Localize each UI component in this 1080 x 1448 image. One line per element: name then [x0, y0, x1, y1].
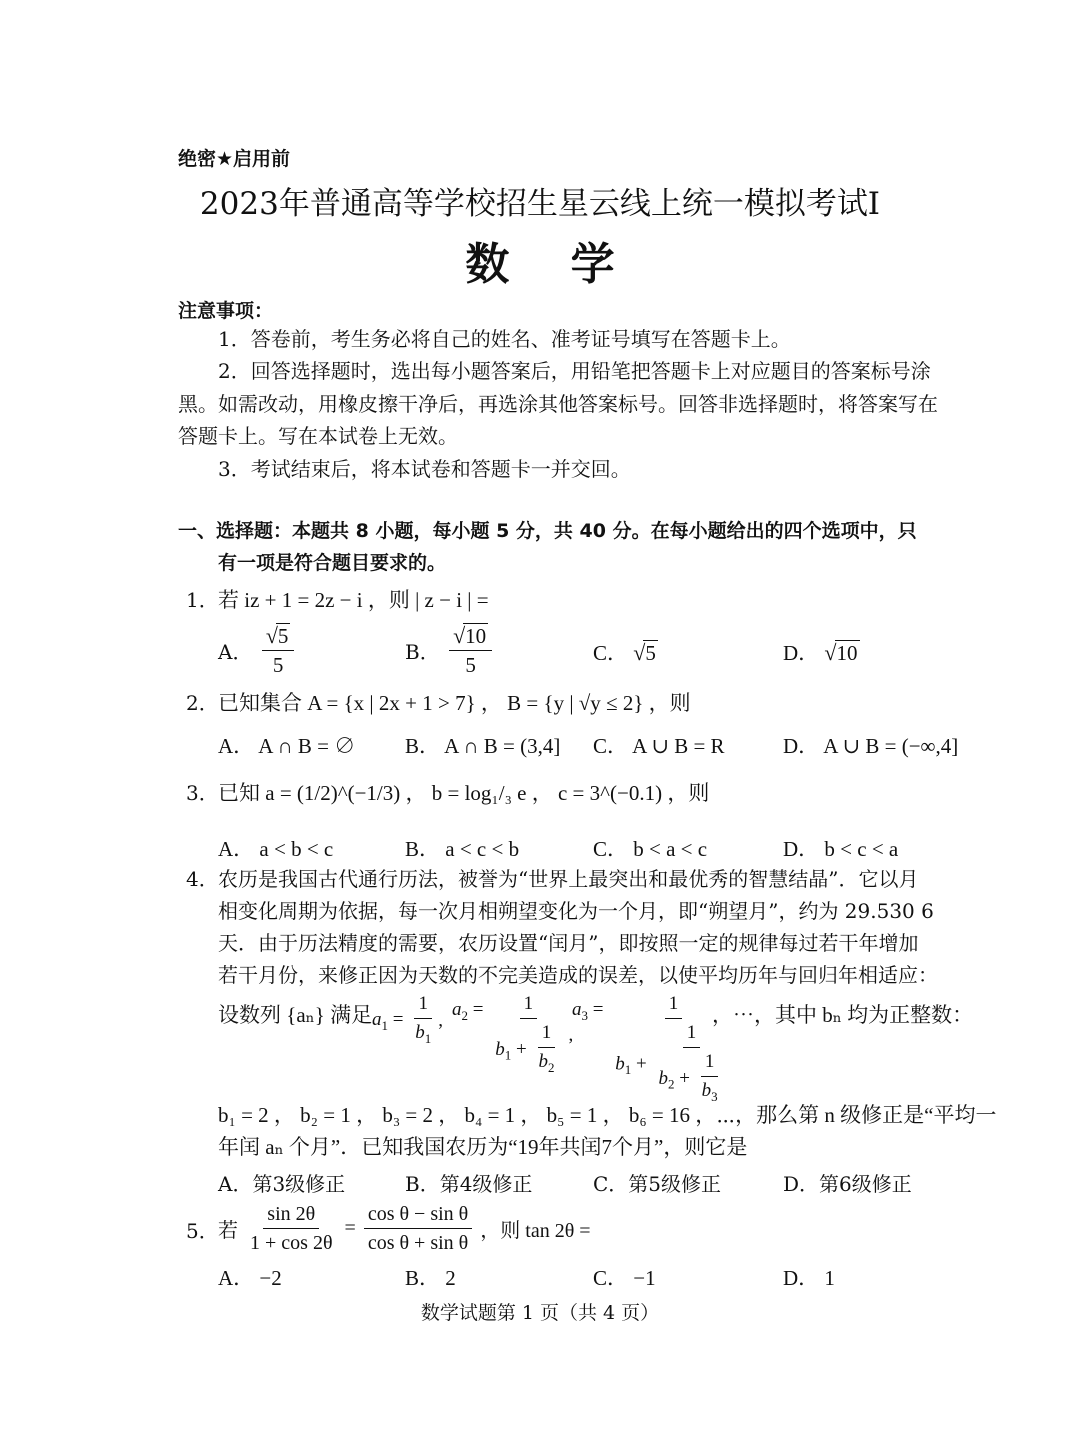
section-1-heading-line1: 一、选择题：本题共 8 小题，每小题 5 分，共 40 分。在每小题给出的四个选项中，只 — [178, 520, 917, 542]
q4-option-b: B．第4级修正 — [405, 1172, 533, 1196]
q1-option-b-fraction: $\frac{√10}{5}$ — [449, 622, 492, 679]
q4-line7: 年闰 aₙ 个月”．已知我国农历为“19年共闰7个月”，则它是 — [218, 1135, 748, 1159]
q1-b-radicand: 10 — [465, 624, 487, 648]
q3-option-c: C． b < a < c — [593, 837, 708, 861]
q1-option-c: C． √5 — [593, 640, 656, 665]
q2-option-d: D． A ∪ B = (−∞,4] — [783, 734, 959, 758]
q3-number: 3． — [186, 781, 219, 805]
q1-option-b-label: B． — [405, 640, 440, 664]
notice-item-2-line1: 2．回答选择题时，选出每小题答案后，用铅笔把答题卡上对应题目的答案标号涂 — [218, 359, 931, 383]
q2-stem: 已知集合 A = {x | 2x + 1 > 7} ， B = {y | √y ≤ 2} ，则 — [218, 691, 691, 715]
q4-line2: 相变化周期为依据，每一次月相朔望变化为一个月，即“朔望月”，约为 29.530 6 — [218, 899, 934, 923]
q1-option-c-label: C． — [593, 641, 629, 665]
subject-title: 数 学 — [465, 239, 615, 290]
q2-option-a: A． A ∩ B = ∅ — [218, 734, 356, 758]
notice-title: 注意事项： — [178, 300, 274, 322]
q5-option-a: A． −2 — [218, 1266, 282, 1290]
q4-a2-definition: $a_2$ = 1 $b_1$ + $\frac{1}{b_2}$ , — [452, 990, 573, 1082]
q5-stem: 若 $\frac{\sin 2\theta}{1 + \cos 2\theta}$ = $\frac{\text{cos θ − sin θ}}{\text{cos θ + sin θ}}$ ，则 tan 2θ = — [218, 1200, 591, 1257]
q1-option-b — [405, 622, 495, 679]
section-1-heading-line2: 有一项是符合题目要求的。 — [218, 552, 447, 574]
q1-d-radicand: 10 — [836, 641, 858, 665]
q4-option-d: D．第6级修正 — [783, 1172, 912, 1196]
q3-option-d: D． b < c < a — [783, 837, 899, 861]
q5-stem-post: ，则 tan 2θ = — [480, 1220, 591, 1242]
notice-item-2-line3: 答题卡上。写在本试卷上无效。 — [178, 424, 458, 448]
q4-line5-pre: 设数列 {aₙ} 满足 — [218, 1003, 373, 1027]
q5-rhs-denominator: cos θ + sin θ — [367, 1232, 469, 1254]
q5-option-d: D． 1 — [783, 1266, 835, 1290]
q2-number: 2． — [186, 691, 219, 715]
q1-c-radicand: 5 — [645, 641, 656, 665]
q4-line5-post: ，⋯，其中 bₙ 均为正整数： — [712, 1003, 974, 1027]
q5-option-c: C． −1 — [593, 1266, 656, 1290]
q4-line3: 天．由于历法精度的需要，农历设置“闰月”，即按照一定的规律每过若干年增加 — [218, 931, 919, 955]
q5-stem-pre: 若 — [218, 1220, 238, 1242]
q5-rhs-numerator: cos θ − sin θ — [364, 1200, 472, 1229]
q4-line1: 农历是我国古代通行历法，被誉为“世界上最突出和最优秀的智慧结晶”．它以月 — [218, 867, 919, 891]
q4-a3-definition: $a_3$ = 1 $b_1$ + 1 $b_2$ + $\frac{1}{b_3}$ — [572, 990, 739, 1111]
q2-option-b: B． A ∩ B = (3,4] — [405, 734, 561, 758]
q1-number: 1． — [186, 588, 219, 612]
q1-option-a-label: A． — [218, 640, 253, 664]
q4-option-a: A．第3级修正 — [218, 1172, 346, 1196]
q5-option-b: B． 2 — [405, 1266, 456, 1290]
q2-option-c: C． A ∪ B = R — [593, 734, 725, 758]
q3-option-b: B． a < c < b — [405, 837, 520, 861]
q1-a-radicand: 5 — [277, 624, 289, 648]
q5-number: 5． — [186, 1219, 219, 1243]
q4-option-c: C．第5级修正 — [593, 1172, 722, 1196]
q1-a-denominator: 5 — [272, 653, 284, 677]
exam-title: 2023年普通高等学校招生星云线上统一模拟考试Ⅰ — [199, 186, 881, 222]
q4-number: 4． — [186, 867, 219, 891]
q4-line4: 若干月份，来修正因为天数的不完美造成的误差，以使平均历年与回归年相适应： — [218, 963, 938, 987]
q3-stem: 已知 a = (1/2)^(−1/3) ， b = log₁/₃ e ， c = 3^(−0.1) ，则 — [218, 781, 710, 805]
notice-item-3: 3．考试结束后，将本试卷和答题卡一并交回。 — [218, 457, 631, 481]
q4-a1-definition: $a_1$ = $\frac{1}{b_1}$ , — [372, 990, 443, 1053]
q3-option-a: A． a < b < c — [218, 837, 334, 861]
q1-option-d: D． √10 — [783, 640, 858, 665]
secret-label: 绝密★启用前 — [178, 148, 291, 170]
q4-line6: b₁ = 2 ， b₂ = 1 ， b₃ = 2 ， b₄ = 1 ， b₅ = 1 ， b₆ = 16 ，⋯，那么第 n 级修正是“平均一 — [218, 1103, 997, 1127]
q1-stem: 若 iz + 1 = 2z − i ，则 | z − i | = — [218, 588, 489, 612]
q5-lhs-numerator: sin 2θ — [263, 1200, 319, 1229]
q1-option-d-label: D． — [783, 641, 820, 665]
page-footer: 数学试题第 1 页（共 4 页） — [420, 1302, 660, 1324]
notice-item-1: 1．答卷前，考生务必将自己的姓名、准考证号填写在答题卡上。 — [218, 327, 791, 351]
q5-lhs-denominator: 1 + cos 2θ — [250, 1232, 333, 1254]
q1-option-a-fraction: $\frac{√5}{5}$ — [262, 622, 295, 679]
notice-item-2-line2: 黑。如需改动，用橡皮擦干净后，再选涂其他答案标号。回答非选择题时，将答案写在 — [178, 392, 938, 416]
q1-option-a — [218, 622, 297, 679]
q1-b-denominator: 5 — [465, 653, 476, 677]
